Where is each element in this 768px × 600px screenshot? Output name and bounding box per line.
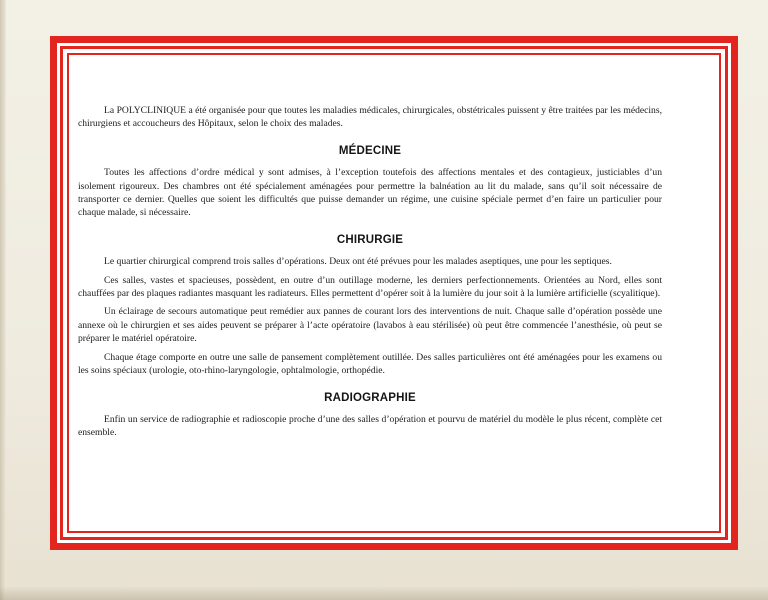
section-title-radiographie: RADIOGRAPHIE — [324, 391, 416, 404]
intro-paragraph: La POLYCLINIQUE a été organisée pour que toutes les maladies médicales, chirurgicales, obstétricales puissent y être traitées par les médecins, chirurgiens et accoucheurs des Hôpitaux, selon le choix des malades. — [78, 105, 662, 130]
page-bottom-shadow — [0, 586, 768, 600]
radiographie-paragraph: Enfin un service de radiographie et radioscopie proche d’une des salles d’opération et pourvu de matériel du modèle le plus récent, complète cet ensemble. — [78, 413, 662, 439]
chirurgie-paragraph: Ces salles, vastes et spacieuses, possèdent, en outre d’un outillage moderne, les derniers perfectionnements. Orientées au Nord, elles sont chauffées par des plaques radiantes masquant les radiateurs. Elles permettent d’opérer soit à la lumière du jour soit à la lumière artificielle (scyalitique). — [78, 274, 662, 300]
chirurgie-paragraph: Le quartier chirurgical comprend trois salles d’opérations. Deux ont été prévues pour les malades aseptiques, une pour les septiques. — [104, 256, 612, 268]
page-binding-edge — [0, 0, 6, 600]
document-body — [78, 104, 662, 445]
section-title-chirurgie: CHIRURGIE — [336, 233, 404, 246]
chirurgie-paragraph: Un éclairage de secours automatique peut remédier aux pannes de courant lors des interventions de nuit. Chaque salle d’opération possède une annexe où le chirurgien et ses aides peuvent se préparer à l’acte opératoire (lavabos à eau stérilisée) où peut être commencée l’anesthésie, où peut se préparer le matériel opératoire. — [78, 306, 662, 345]
chirurgie-paragraph: Chaque étage comporte en outre une salle de pansement complètement outillée. Des salles particulières ont été aménagées pour les examens ou les soins spéciaux (urologie, oto-rhino-laryngologie, ophtalmologie, orthopédie. — [78, 351, 662, 377]
section-title-medecine: MÉDECINE — [338, 144, 402, 157]
medecine-paragraph: Toutes les affections d’ordre médical y sont admises, à l’exception toutefois des affections mentales et des contagieux, justiciables d’un isolement rigoureux. Des chambres ont été spécialement aménagées pour permettre la balnéation au lit du malade, sans qu’il soit nécessaire de transporter ce dernier. Quelles que soient les difficultés que puisse demander un régime, une cuisine spéciale permet d’en faire un particulier pour chaque malade, si nécessaire. — [78, 167, 662, 219]
